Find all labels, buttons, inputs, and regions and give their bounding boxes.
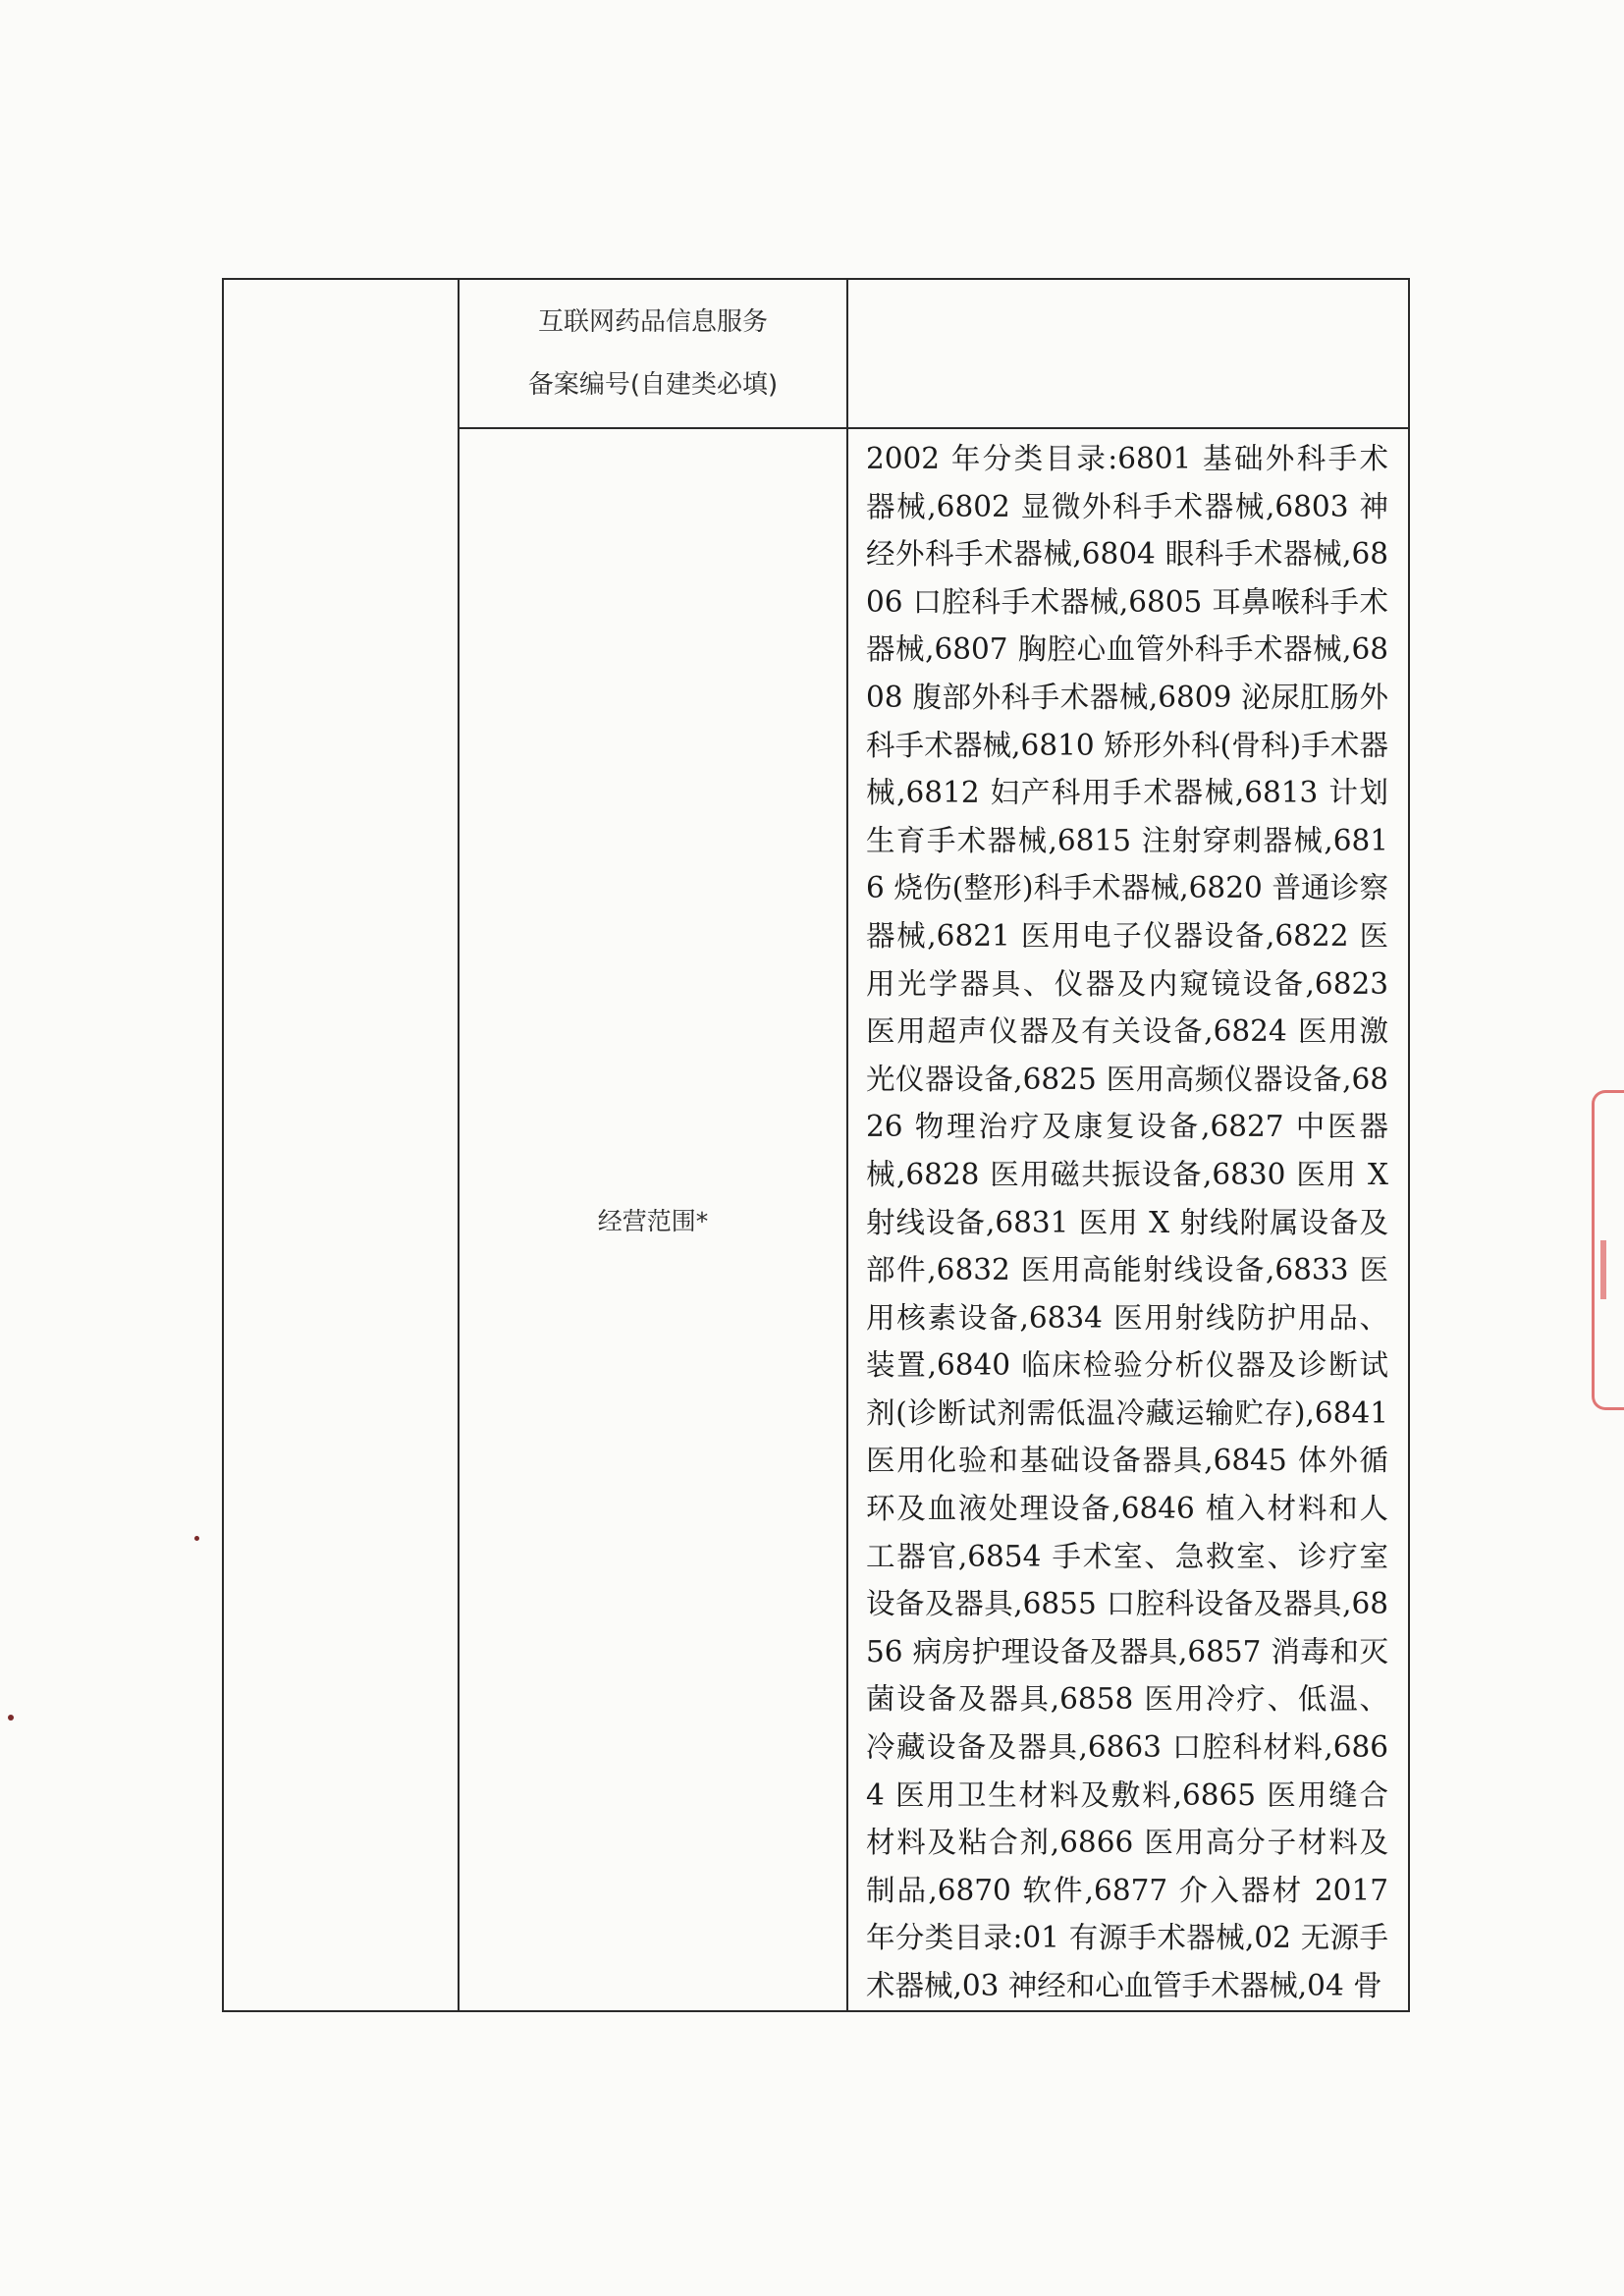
paper-speck xyxy=(8,1715,14,1721)
icp-label-line1: 互联网药品信息服务 xyxy=(537,307,768,337)
paper-speck xyxy=(194,1536,199,1541)
icp-label-line2: 备案编号(自建类必填) xyxy=(527,370,779,400)
form-table xyxy=(222,278,1410,2012)
scope-label: 经营范围* xyxy=(459,428,847,2011)
red-seal-fragment xyxy=(1592,1090,1624,1410)
scope-value: 2002 年分类目录:6801 基础外科手术器械,6802 显微外科手术器械,6803 神经外科手术器械,6804 眼科手术器械,6806 口腔科手术器械,6805 耳鼻喉科手术器械,6807 胸腔心血管外科手术器械,6808 腹部外科手术器械,6809 泌尿肛肠外科手术器械,6810 矫形外科(骨科)手术器械,6812 妇产科用手术器械,6813 计划生育手术器械,6815 注射穿刺器械,6816 烧伤(整形)科手术器械,6820 普通诊察器械,6821 医用电子仪器设备,6822 医用光学器具、仪器及内窥镜设备,6823 医用超声仪器及有关设备,6824 医用激光仪器设备,6825 医用高频仪器设备,6826 物理治疗及康复设备,6827 中医器械,6828 医用磁共振设备,6830 医用 X 射线设备,6831 医用 X 射线附属设备及部件,6832 医用高能射线设备,6833 医用核素设备,6834 医用射线防护用品、装置,6840 临床检验分析仪器及诊断试剂(诊断试剂需低温冷藏运输贮存),6841 医用化验和基础设备器具,6845 体外循环及血液处理设备,6846 植入材料和人工器官,6854 手术室、急救室、诊疗室设备及器具,6855 口腔科设备及器具,6856 病房护理设备及器具,6857 消毒和灭菌设备及器具,6858 医用冷疗、低温、冷藏设备及器具,6863 口腔科材料,6864 医用卫生材料及敷料,6865 医用缝合材料及粘合剂,6866 医用高分子材料及制品,6870 软件,6877 介入器材 2017 年分类目录:01 有源手术器械,02 无源手术器械,03 神经和心血管手术器械,04 骨 xyxy=(866,442,1388,2002)
icp-row xyxy=(223,279,1409,428)
icp-label-cell xyxy=(459,279,847,428)
blank-left-cell xyxy=(223,279,459,2011)
icp-value-cell xyxy=(847,279,1409,428)
scope-value-cell xyxy=(847,428,1409,2011)
